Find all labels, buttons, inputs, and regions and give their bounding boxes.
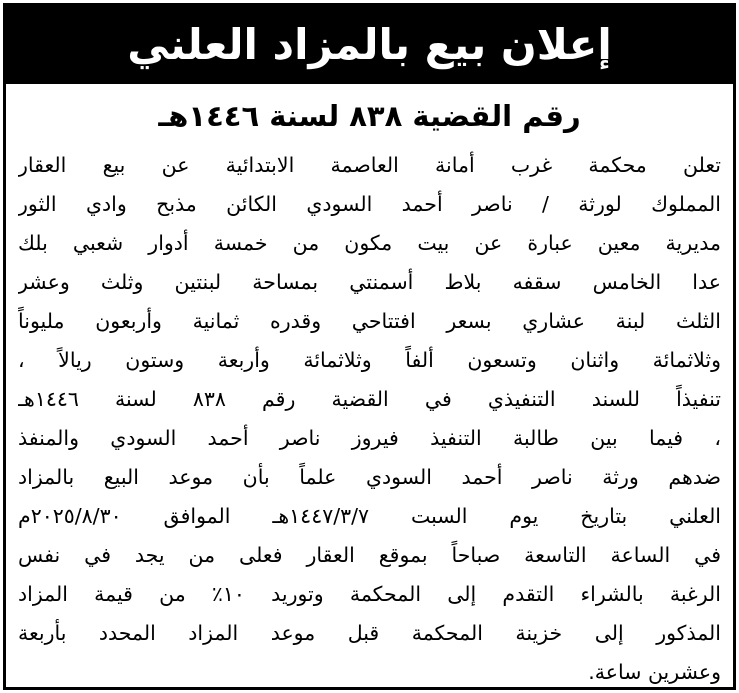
body-line: في الساعة التاسعة صباحاً بموقع العقار فعلى من يجد في نفس	[18, 543, 721, 567]
body-line: وعشرين ساعة.	[588, 660, 721, 684]
body-line: المذكور إلى خزينة المحكمة قبل موعد المزاد المحدد بأربعة	[18, 621, 721, 645]
body-line: المملوك لورثة / ناصر أحمد السودي الكائن مذبح وادي الثور	[18, 192, 721, 216]
title-banner	[6, 6, 733, 84]
body-line: العلني بتاريخ يوم السبت ١٤٤٧/٣/٧هـ الموافق ٢٠٢٥/٨/٣٠م	[18, 504, 721, 528]
body-line: ضدهم ورثة ناصر أحمد السودي علماً بأن موعد البيع بالمزاد	[18, 465, 721, 489]
body-line: ، فيما بين طالبة التنفيذ فيروز ناصر أحمد السودي والمنفذ	[18, 426, 721, 450]
body-line: الثلث لبنة عشاري بسعر افتتاحي وقدره ثمانية وأربعون مليوناً	[18, 309, 721, 333]
notice-title: إعلان بيع بالمزاد العلني	[127, 20, 612, 69]
body-line: الرغبة بالشراء التقدم إلى المحكمة وتوريد ١٠٪ من قيمة المزاد	[18, 582, 721, 606]
body-line: تنفيذاً للسند التنفيذي في القضية رقم ٨٣٨ لسنة ١٤٤٦هـ	[18, 387, 721, 411]
case-number: رقم القضية ٨٣٨ لسنة ١٤٤٦هـ	[158, 99, 581, 133]
body-line: مديرية معين عبارة عن بيت مكون من خمسة أدوار شعبي بلك	[18, 231, 721, 255]
notice-frame	[3, 3, 736, 690]
body-line: عدا الخامس سقفه بلاط أسمنتي بمساحة لبنتين وثلث وعشر	[18, 270, 721, 294]
notice-body	[18, 146, 721, 690]
body-line: وثلاثمائة واثنان وتسعون ألفاً وثلاثمائة وأربعة وستون ريالاً ،	[18, 348, 721, 372]
body-line: تعلن محكمة غرب أمانة العاصمة الابتدائية عن بيع العقار	[18, 153, 721, 177]
